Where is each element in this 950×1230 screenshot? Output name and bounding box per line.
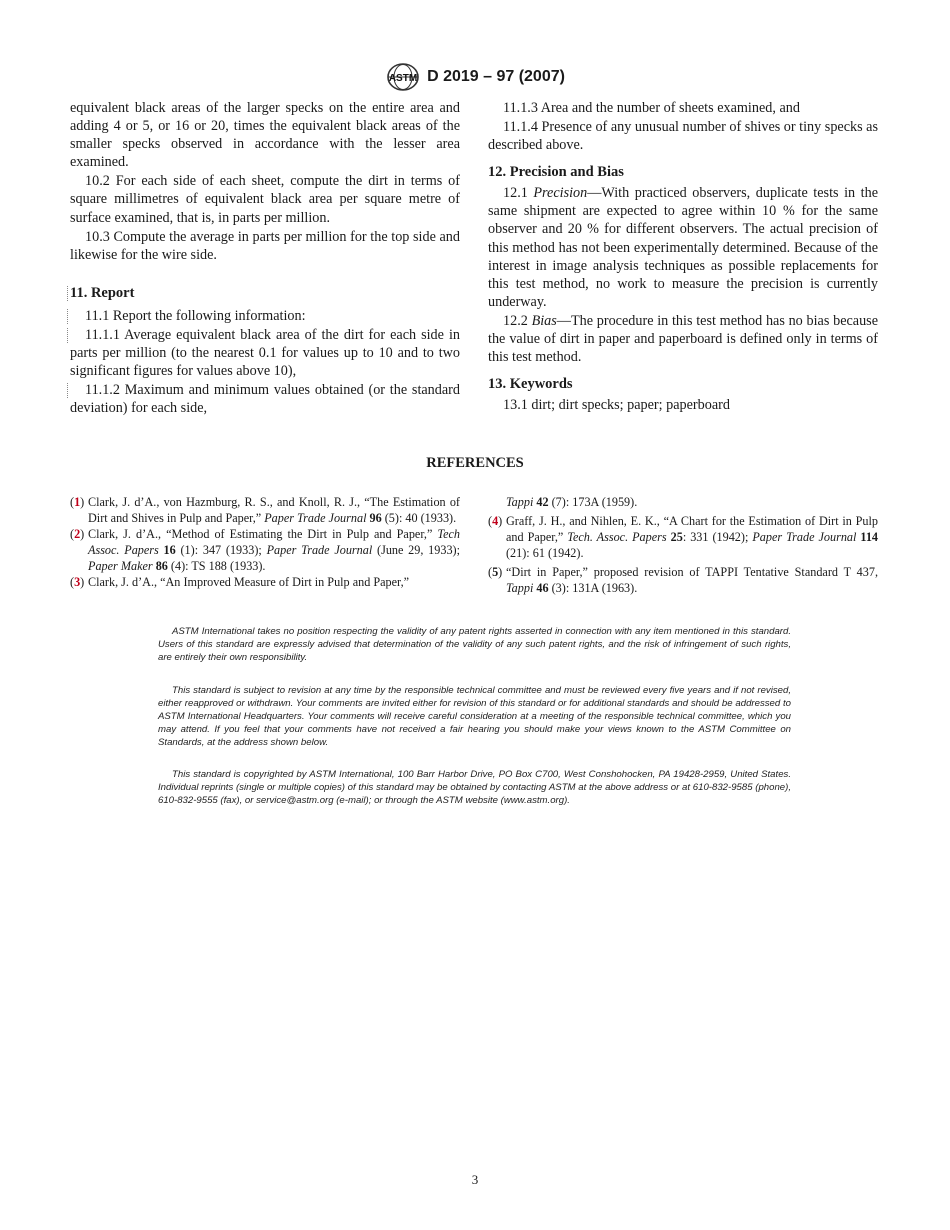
right-column — [488, 99, 878, 414]
paragraph-13-1: 13.1 dirt; dirt specks; paper; paperboard — [503, 397, 730, 414]
paragraph-11-1: 11.1 Report the following information: — [70, 307, 460, 325]
section-heading-keywords: 13. Keywords — [488, 376, 573, 393]
paragraph-11-1-4: 11.1.4 Presence of any unusual number of shives or tiny specks as described above. — [488, 119, 878, 154]
paragraph-11-1-2: 11.1.2 Maximum and minimum values obtained (or the standard deviation) for each side, — [70, 382, 460, 417]
paragraph-11-1-1: 11.1.1 Average equivalent black area of the dirt for each side in parts per million (to the nearest 0.1 for values up to 10 and to two significant figures for values above 10), — [70, 326, 460, 380]
reference-text: “Dirt in Paper,” proposed revision of TAPPI Tentative Standard T 437, Tappi 46 (3): 131A (1963). — [506, 565, 878, 595]
references-heading: REFERENCES — [426, 455, 524, 471]
patent-notice: ASTM International takes no position respecting the validity of any patent rights asserted in connection with any item mentioned in this standard. Users of this standard are expressly advised that determination of the validity of any such patent rights, and the risk of infringement of such rights, are entirely their own responsibility. — [158, 626, 791, 663]
reference-number: (4) — [488, 514, 503, 528]
astm-logo-icon — [385, 62, 421, 92]
page-number: 3 — [471, 1172, 479, 1187]
left-column — [70, 99, 460, 417]
reference-text: Clark, J. d’A., von Hazmburg, R. S., and Knoll, R. J., “The Estimation of Dirt and Shives in Pulp and Paper,” Paper Trade Journal 96 (5): 40 (1933). — [88, 495, 460, 525]
paragraph-number: 12.2 — [503, 312, 528, 329]
reference-item — [488, 513, 878, 561]
paragraph-10-1-continued: equivalent black areas of the larger specks on the entire area and adding 4 or 5, or 16 or 20, times the equivalent black areas of the smaller specks observed in accordance with the lesser area examined. — [70, 100, 460, 171]
page-header — [0, 62, 950, 92]
paragraph-11-1-3: 11.1.3 Area and the number of sheets examined, and — [503, 100, 800, 116]
reference-item — [70, 574, 460, 590]
reference-item — [70, 494, 460, 526]
reference-number: (5) — [488, 565, 503, 579]
references-right-column — [488, 494, 878, 596]
reference-text-continued: Tappi 42 (7): 173A (1959). — [506, 495, 638, 509]
paragraph-12-2 — [488, 312, 878, 366]
paragraph-text: —The procedure in this test method has no bias because the value of dirt in paper and paperboard is defined only in terms of this test method. — [488, 312, 878, 366]
paragraph-text: —With practiced observers, duplicate tests in the same shipment are expected to agree within 10 % for the same observer and 20 % for different observers. The actual precision of this method has not been experimentally determined. Because of the interest in image analysis techniques as possible replacements for this test method, no work to measure the precision is currently underway. — [488, 185, 878, 310]
reference-text: Graff, J. H., and Nihlen, E. K., “A Chart for the Estimation of Dirt in Pulp and Paper,” Tech. Assoc. Papers 25: 331 (1942); Paper Trade Journal 114 (21): 61 (1942). — [506, 514, 879, 560]
revision-notice: This standard is subject to revision at any time by the responsible technical committee and must be reviewed every five years and if not revised, either reapproved or withdrawn. Your comments are invited either for revision of this standard or for additional standards and should be addressed to ASTM International Headquarters. Your comments will receive careful consideration at a meeting of the responsible technical committee, which you may attend. If you feel that your comments have not received a fair hearing you should make your views known to the ASTM Committee on Standards, at the address shown below. — [158, 685, 791, 748]
paragraph-number: 12.1 — [503, 185, 528, 202]
term-precision: Precision — [533, 185, 588, 202]
paragraph-12-1 — [488, 184, 878, 311]
paragraph-10-2: 10.2 For each side of each sheet, compute the dirt in terms of square millimetres of equivalent black area per square metre of surface examined, that is, in parts per million. — [70, 173, 460, 226]
reference-item — [488, 564, 878, 596]
reference-text: Clark, J. d’A., “An Improved Measure of Dirt in Pulp and Paper,” — [88, 575, 410, 589]
reference-number: (2) — [70, 527, 85, 541]
svg-text:ASTM: ASTM — [388, 73, 418, 84]
section-heading-report: 11. Report — [70, 284, 460, 302]
copyright-notice: This standard is copyrighted by ASTM International, 100 Barr Harbor Drive, PO Box C700, West Conshohocken, PA 19428-2959, United States. Individual reprints (single or multiple copies) of this standard may be obtained by contacting ASTM at the above address or at 610-832-9585 (phone), 610-832-9555 (fax), or service@astm.org (e-mail); or through the ASTM website (www.astm.org). — [158, 769, 791, 806]
section-heading-precision-bias: 12. Precision and Bias — [488, 164, 624, 181]
standard-designation: D 2019 – 97 (2007) — [427, 68, 565, 85]
reference-item — [70, 526, 460, 574]
paragraph-10-3: 10.3 Compute the average in parts per million for the top side and likewise for the wire side. — [70, 228, 460, 263]
reference-number: (1) — [70, 495, 85, 509]
references-left-column — [70, 494, 460, 590]
reference-text: Clark, J. d’A., “Method of Estimating the Dirt in Pulp and Paper,” Tech Assoc. Papers 16 (1): 347 (1933); Paper Trade Journal (June 29, 1933); Paper Maker 86 (4): TS 188 (1933). — [88, 527, 460, 573]
term-bias: Bias — [531, 312, 557, 329]
reference-number: (3) — [70, 575, 85, 589]
